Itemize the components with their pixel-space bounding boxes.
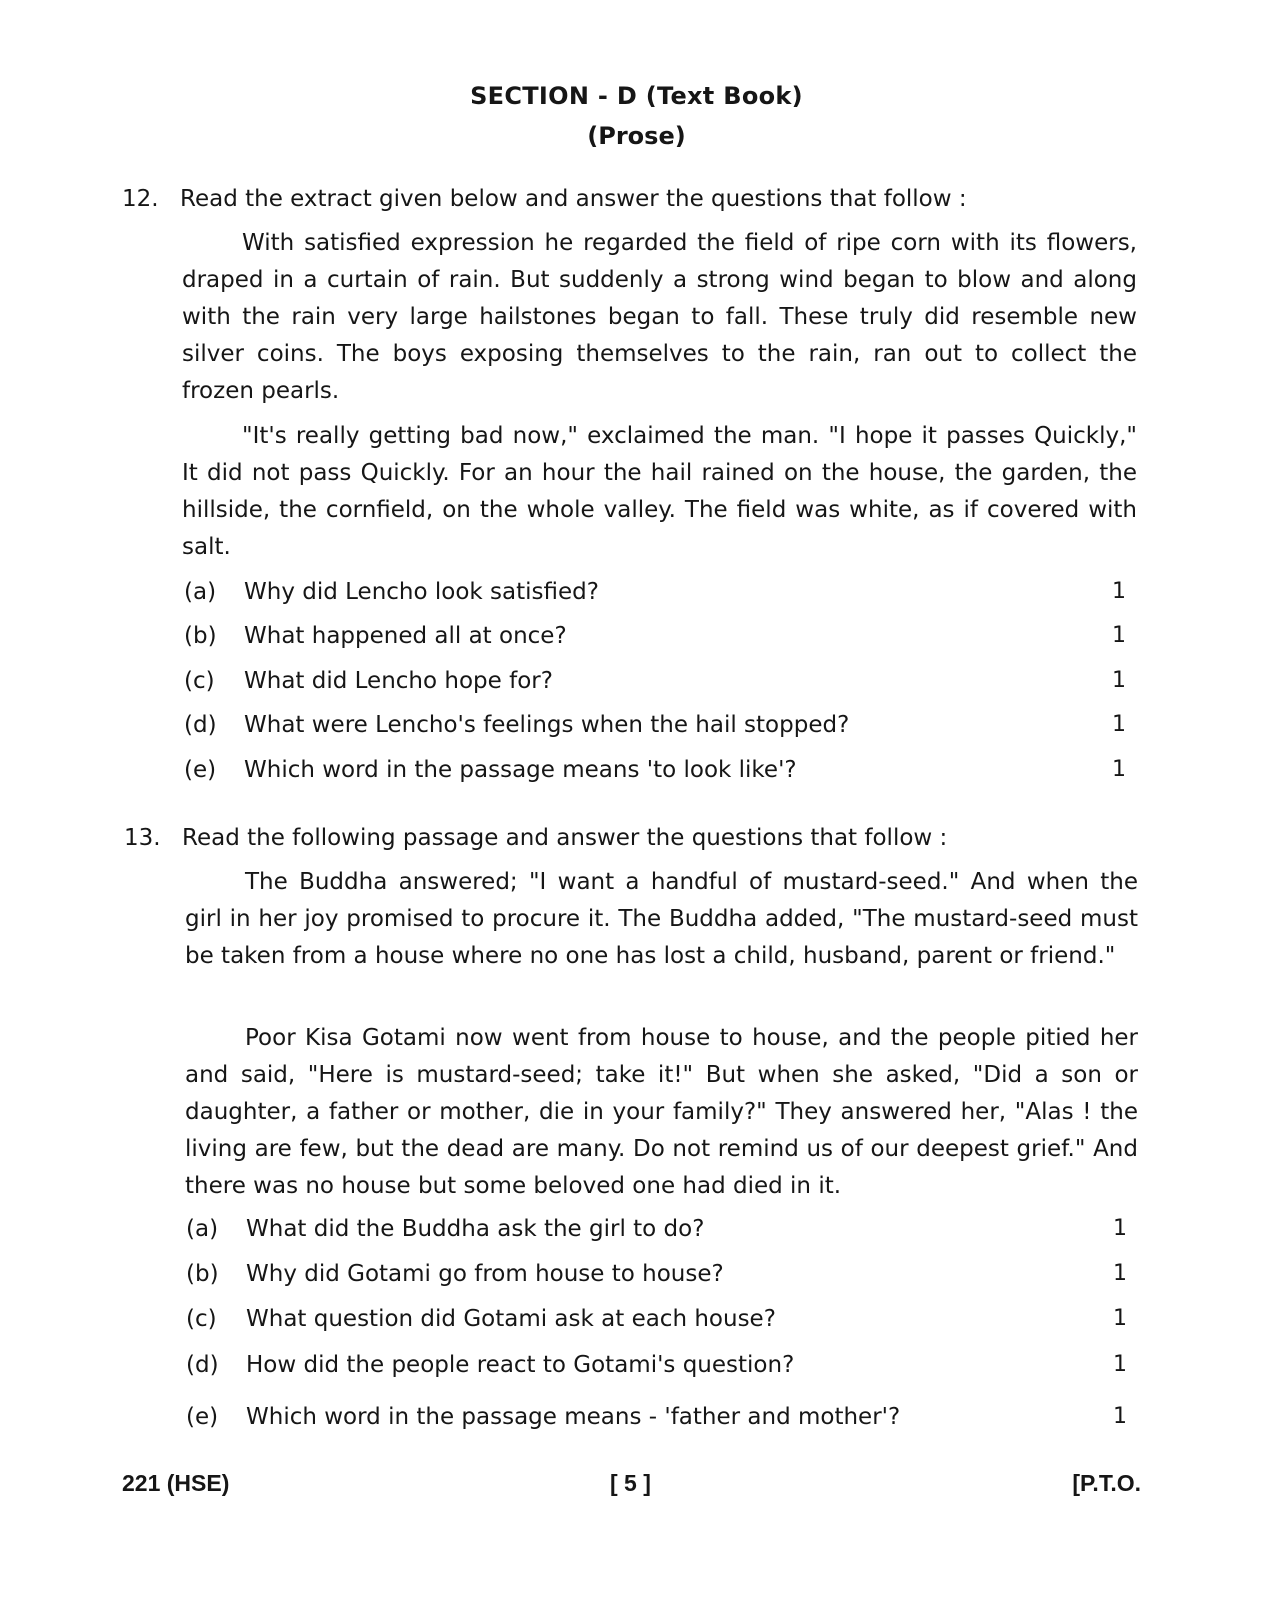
- page-number: [ 5 ]: [610, 1470, 651, 1496]
- subquestion-label: (e): [186, 1404, 219, 1430]
- section-title: SECTION - D (Text Book): [470, 82, 803, 110]
- subquestion-label: (b): [186, 1261, 219, 1287]
- subquestion-label: (e): [184, 757, 217, 783]
- subquestion-label: (a): [186, 1216, 219, 1242]
- subquestion-text: Why did Gotami go from house to house?: [246, 1261, 724, 1287]
- marks: 1: [1113, 1352, 1127, 1377]
- subquestion-label: (d): [186, 1352, 219, 1378]
- marks: 1: [1112, 579, 1126, 604]
- question-instruction: Read the following passage and answer the questions that follow :: [182, 825, 948, 851]
- subquestion-text: Which word in the passage means - 'father and mother'?: [246, 1404, 901, 1430]
- subquestion-text: What happened all at once?: [244, 623, 567, 649]
- subquestion-text: What did the Buddha ask the girl to do?: [246, 1216, 705, 1242]
- paper-code: 221 (HSE): [122, 1470, 230, 1496]
- passage-paragraph: Poor Kisa Gotami now went from house to house, and the people pitied her and said, "Here is mustard-seed; take it!" But when she asked, "Did a son or daughter, a father or mother, die in your family?" They answered her, "Alas ! the living are few, but the dead are many. Do not remind us of our deepest grief." And there was no house but some beloved one had died in it.: [185, 1025, 1138, 1199]
- passage-paragraph: The Buddha answered; "I want a handful of mustard-seed." And when the girl in her joy promised to procure it. The Buddha added, "The mustard-seed must be taken from a house where no one has lost a child, husband, parent or friend.": [185, 869, 1138, 969]
- subquestion-label: (c): [186, 1306, 217, 1332]
- subquestion-label: (a): [184, 579, 217, 605]
- please-turn-over: [P.T.O.: [1072, 1470, 1141, 1496]
- subquestion-label: (d): [184, 712, 217, 738]
- marks: 1: [1113, 1404, 1127, 1429]
- subquestion-text: How did the people react to Gotami's question?: [246, 1352, 795, 1378]
- marks: 1: [1113, 1216, 1127, 1241]
- subquestion-text: What were Lencho's feelings when the hail stopped?: [244, 712, 850, 738]
- section-subtitle: (Prose): [587, 122, 686, 150]
- subquestion-text: What question did Gotami ask at each house?: [246, 1306, 776, 1332]
- subquestion-text: Why did Lencho look satisfied?: [244, 579, 599, 605]
- question-number: 12.: [122, 186, 159, 212]
- question-13-header: [124, 823, 947, 853]
- marks: 1: [1112, 712, 1126, 737]
- passage-paragraph: "It's really getting bad now," exclaimed the man. "I hope it passes Quickly," It did not pass Quickly. For an hour the hail rained on the house, the garden, the hillside, the cornfield, on the whole valley. The field was white, as if covered with salt.: [182, 423, 1137, 560]
- question-12-header: [122, 184, 967, 214]
- passage-paragraph: With satisfied expression he regarded the field of ripe corn with its flowers, draped in a curtain of rain. But suddenly a strong wind began to blow and along with the rain very large hailstones began to fall. These truly did resemble new silver coins. The boys exposing themselves to the rain, ran out to collect the frozen pearls.: [182, 230, 1137, 404]
- marks: 1: [1113, 1306, 1127, 1331]
- marks: 1: [1113, 1261, 1127, 1286]
- question-instruction: Read the extract given below and answer the questions that follow :: [180, 186, 967, 212]
- subquestion-label: (c): [184, 668, 215, 694]
- subquestion-text: Which word in the passage means 'to look like'?: [244, 757, 797, 783]
- marks: 1: [1112, 668, 1126, 693]
- question-number: 13.: [124, 825, 161, 851]
- subquestion-label: (b): [184, 623, 217, 649]
- subquestion-text: What did Lencho hope for?: [244, 668, 553, 694]
- marks: 1: [1112, 757, 1126, 782]
- marks: 1: [1112, 623, 1126, 648]
